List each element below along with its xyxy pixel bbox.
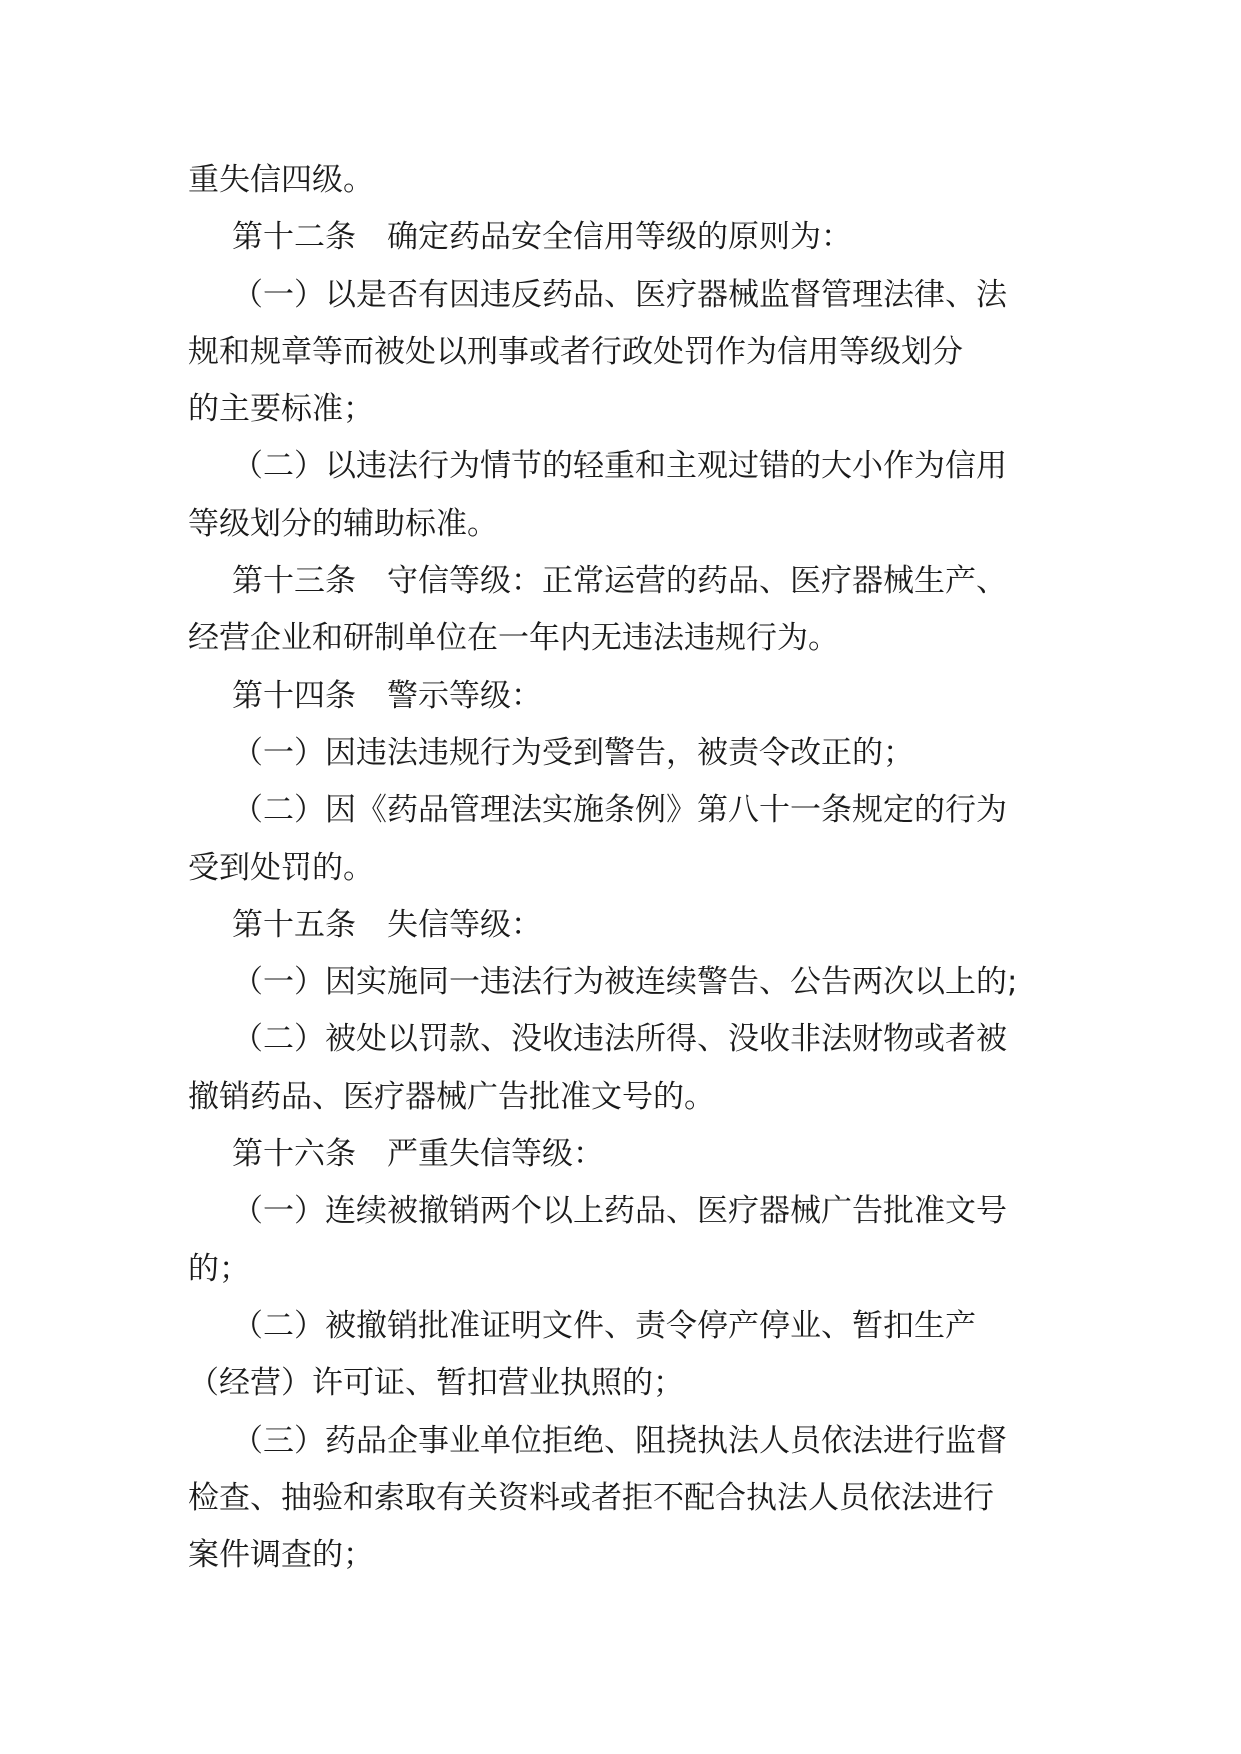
text-line: 检查、抽验和索取有关资料或者拒不配合执法人员依法进行 [188, 1479, 994, 1516]
text-line: 规和规章等而被处以刑事或者行政处罚作为信用等级划分 [188, 333, 963, 370]
text-line: 受到处罚的。 [188, 849, 374, 886]
text-line: 等级划分的辅助标准。 [188, 505, 498, 542]
text-line: 重失信四级。 [188, 162, 374, 198]
clause-line: （二）以违法行为情节的轻重和主观过错的大小作为信用 [232, 448, 1007, 485]
article-heading-line: 第十三条 守信等级：正常运营的药品、医疗器械生产、 [232, 563, 1007, 600]
clause-line: （一）因违法违规行为受到警告，被责令改正的； [232, 734, 914, 771]
article-heading-line: 第十五条 失信等级： [232, 906, 542, 943]
clause-line: （一）连续被撤销两个以上药品、医疗器械广告批准文号 [232, 1193, 1007, 1230]
clause-line: （三）药品企事业单位拒绝、阻挠执法人员依法进行监督 [232, 1422, 1007, 1459]
text-line: （经营）许可证、暂扣营业执照的； [188, 1365, 684, 1402]
clause-line: （二）被撤销批准证明文件、责令停产停业、暂扣生产 [232, 1307, 976, 1344]
clause-line: （一）因实施同一违法行为被连续警告、公告两次以上的; [232, 964, 1018, 1001]
text-line: 案件调查的； [188, 1537, 374, 1574]
article-heading-line: 第十二条 确定药品安全信用等级的原则为： [232, 219, 852, 256]
article-heading-line: 第十四条 警示等级： [232, 677, 542, 714]
document-body [188, 152, 1068, 1584]
text-line: 经营企业和研制单位在一年内无违法违规行为。 [188, 620, 839, 657]
clause-line: （二）被处以罚款、没收违法所得、没收非法财物或者被 [232, 1021, 1007, 1058]
text-line: 撤销药品、医疗器械广告批准文号的。 [188, 1078, 715, 1115]
text-line: 的； [188, 1250, 250, 1287]
article-heading-line: 第十六条 严重失信等级： [232, 1136, 604, 1173]
clause-line: （二）因《药品管理法实施条例》第八十一条规定的行为 [232, 792, 1007, 829]
text-line: 的主要标准； [188, 391, 374, 428]
clause-line: （一）以是否有因违反药品、医疗器械监督管理法律、法 [232, 276, 1007, 313]
